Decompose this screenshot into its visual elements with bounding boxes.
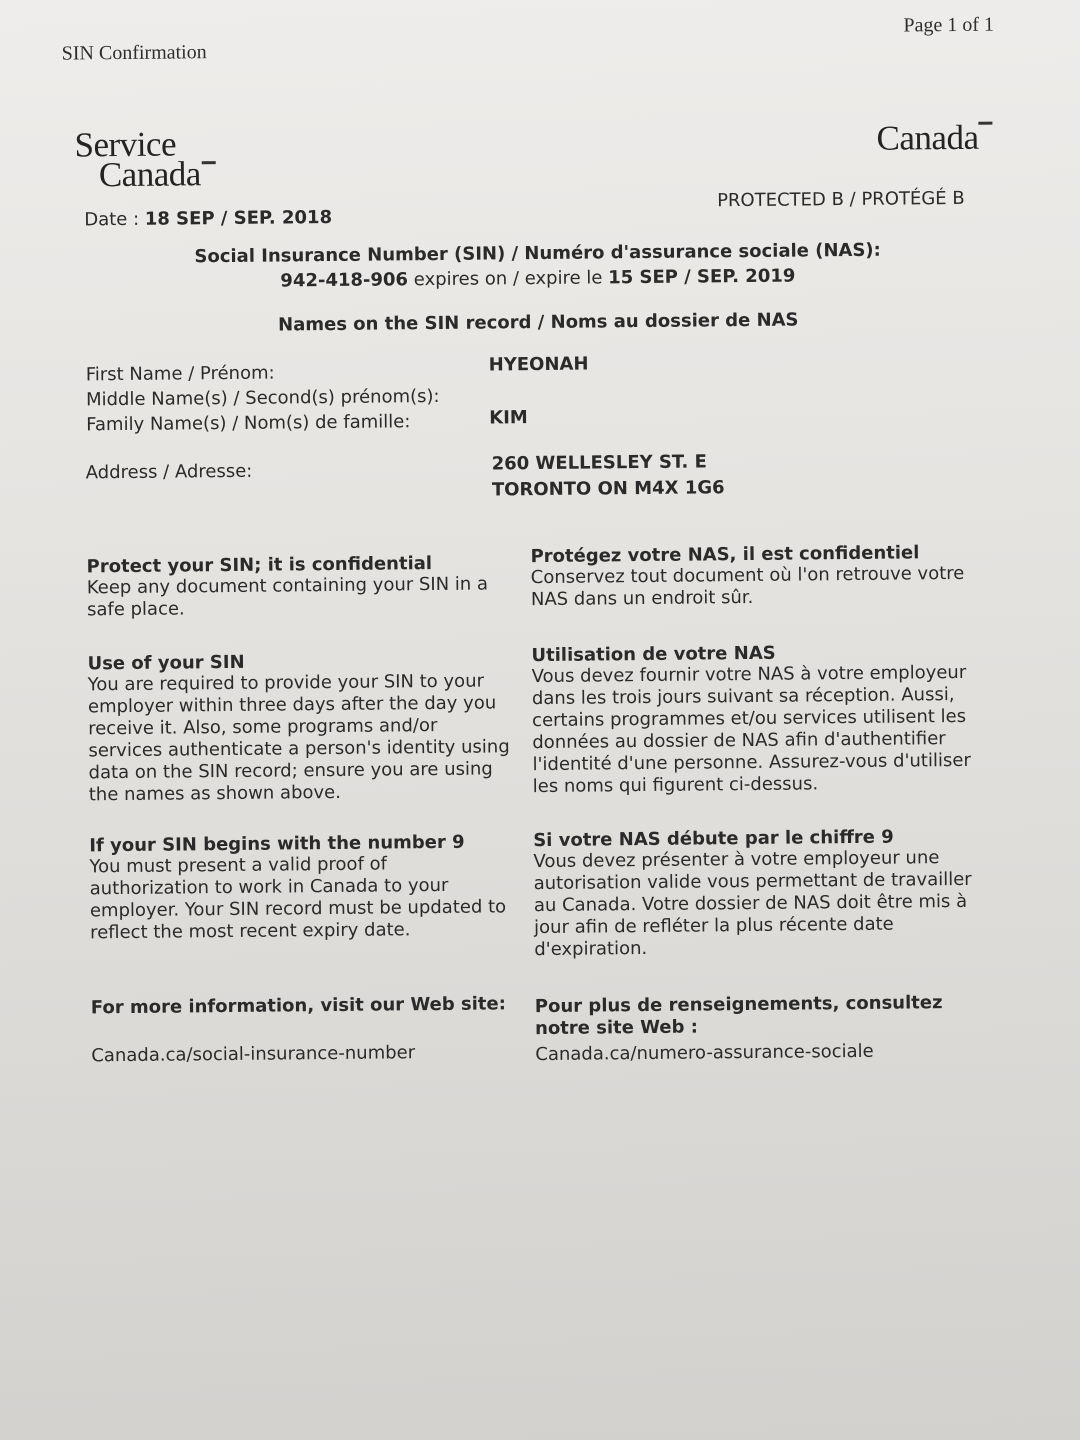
use-fr-body bbox=[532, 662, 1003, 799]
address-line-1: 260 WELLESLEY ST. E bbox=[491, 451, 707, 475]
use-en-title: Use of your SIN bbox=[87, 651, 245, 675]
page-number: Page 1 of 1 bbox=[903, 13, 995, 37]
canada-wordmark-text: Canada bbox=[876, 117, 979, 158]
family-name-value: KIM bbox=[489, 407, 528, 429]
body-line: jour afin de refléter la plus récente date bbox=[534, 913, 894, 939]
use-en-section bbox=[87, 649, 518, 806]
body-line: You are required to provide your SIN to your bbox=[87, 670, 485, 696]
nine-en-section bbox=[89, 831, 520, 944]
body-line: certains programmes et/ou services utilisent les bbox=[532, 705, 967, 732]
body-line: authorization to work in Canada to your bbox=[89, 874, 449, 900]
body-line: données au dossier de NAS afin d'authentifier bbox=[532, 728, 946, 754]
info-en-title: For more information, visit our Web site: bbox=[90, 993, 506, 1019]
protect-en-title: Protect your SIN; it is confidential bbox=[86, 553, 433, 578]
logo-service-word: Service bbox=[74, 124, 177, 165]
sin-title: Social Insurance Number (SIN) / Numéro d'assurance sociale (NAS): bbox=[194, 239, 881, 268]
sin-expires-text: expires on / expire le bbox=[407, 267, 609, 291]
body-line: receive it. Also, some programs and/or bbox=[88, 714, 438, 740]
body-line: employer. Your SIN record must be updated to bbox=[89, 896, 507, 922]
middle-name-label: Middle Name(s) / Second(s) prénom(s): bbox=[85, 385, 440, 411]
body-line: l'identité d'une personne. Assurez-vous d'utiliser bbox=[532, 749, 971, 776]
info-en-link: Canada.ca/social-insurance-number bbox=[91, 1042, 416, 1067]
names-section-title: Names on the SIN record / Noms au dossier de NAS bbox=[278, 309, 799, 336]
service-canada-logo bbox=[74, 124, 216, 195]
use-fr-section bbox=[531, 641, 1002, 799]
canada-wordmark bbox=[876, 118, 992, 159]
body-line: autorisation valide vous permettant de travailler bbox=[533, 868, 972, 895]
info-fr-title bbox=[535, 992, 1005, 1041]
use-fr-title: Utilisation de votre NAS bbox=[531, 642, 776, 667]
first-name-label: First Name / Prénom: bbox=[85, 362, 275, 386]
address-line-2: TORONTO ON M4X 1G6 bbox=[491, 477, 725, 501]
protect-fr-title: Protégez votre NAS, il est confidentiel bbox=[530, 542, 920, 568]
body-line: data on the SIN record; ensure you are using bbox=[88, 758, 493, 784]
body-line: reflect the most recent expiry date. bbox=[90, 919, 411, 944]
flag-icon bbox=[202, 161, 216, 170]
body-line: services authenticate a person's identity using bbox=[88, 736, 510, 762]
logo-canada-word: Canada bbox=[98, 154, 201, 195]
date-label: Date : bbox=[84, 208, 145, 231]
body-line: Vous devez fournir votre NAS à votre employeur bbox=[531, 661, 967, 688]
body-line: au Canada. Votre dossier de NAS doit être mis à bbox=[533, 890, 968, 917]
body-line: safe place. bbox=[86, 598, 185, 621]
body-line: les noms qui figurent ci-dessus. bbox=[532, 773, 819, 798]
body-line: the names as shown above. bbox=[88, 781, 342, 806]
nine-fr-body bbox=[533, 847, 1004, 962]
flag-icon bbox=[978, 122, 992, 131]
info-fr-title-line: Pour plus de renseignements, consultez bbox=[534, 992, 943, 1018]
sin-expiry-date: 15 SEP / SEP. 2019 bbox=[608, 265, 796, 289]
address-label: Address / Adresse: bbox=[85, 460, 253, 484]
info-fr-link: Canada.ca/numero-assurance-sociale bbox=[535, 1040, 874, 1066]
body-line: d'expiration. bbox=[534, 937, 648, 961]
body-line: You must present a valid proof of bbox=[89, 853, 388, 878]
info-fr-title-line: notre site Web : bbox=[534, 1016, 699, 1040]
protect-fr-body bbox=[531, 563, 1001, 612]
protect-en-body bbox=[87, 573, 517, 621]
date-row bbox=[84, 207, 332, 230]
nine-fr-title: Si votre NAS débute par le chiffre 9 bbox=[533, 826, 894, 852]
body-line: Keep any document containing your SIN in a bbox=[86, 573, 489, 599]
body-line: Conservez tout document où l'on retrouve votre bbox=[530, 562, 965, 589]
first-name-value: HYEONAH bbox=[488, 353, 589, 376]
classification-label: PROTECTED B / PROTÉGÉ B bbox=[717, 187, 965, 212]
body-line: Vous devez présenter à votre employeur une bbox=[533, 847, 940, 873]
body-line: NAS dans un endroit sûr. bbox=[530, 586, 754, 611]
body-line: employer within three days after the day you bbox=[87, 692, 497, 718]
use-en-body bbox=[88, 670, 519, 806]
document-header-title: SIN Confirmation bbox=[61, 41, 207, 65]
sin-number: 942-418-906 bbox=[280, 269, 409, 292]
protect-fr-section bbox=[530, 542, 1001, 612]
date-value: 18 SEP / SEP. 2018 bbox=[144, 206, 333, 230]
nine-en-body bbox=[89, 852, 520, 944]
nine-en-title: If your SIN begins with the number 9 bbox=[89, 831, 465, 857]
nine-fr-section bbox=[533, 826, 1004, 962]
family-name-label: Family Name(s) / Nom(s) de famille: bbox=[86, 411, 411, 436]
protect-en-section bbox=[87, 552, 518, 621]
body-line: dans les trois jours suivant sa réception. Aussi, bbox=[531, 684, 955, 710]
